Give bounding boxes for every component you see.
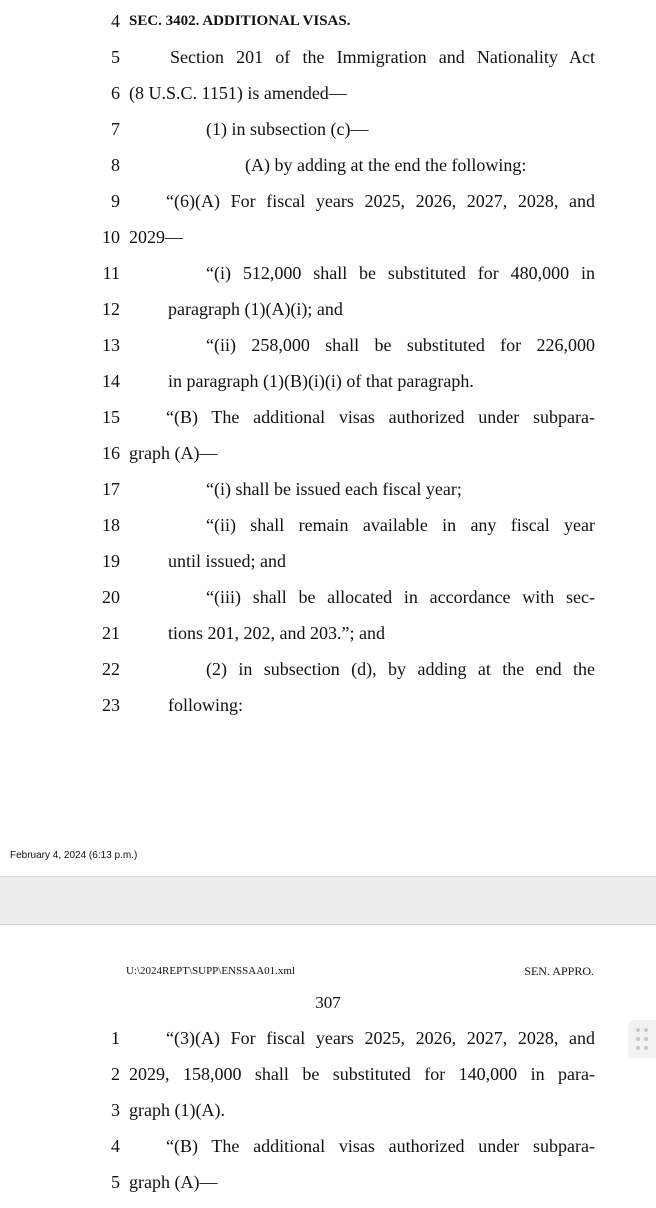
document-line: [0, 1172, 656, 1208]
line-number: 21: [102, 623, 120, 643]
document-line: [0, 1028, 656, 1064]
document-line: [0, 335, 656, 371]
grip-dot-icon: [636, 1046, 640, 1050]
grip-dot-icon: [644, 1037, 648, 1041]
scroll-handle[interactable]: [628, 1020, 656, 1058]
line-text: tions 201, 202, and 203.”; and: [168, 623, 385, 643]
document-line: [0, 119, 656, 155]
line-text: in paragraph (1)(B)(i)(i) of that paragraph.: [168, 371, 474, 391]
line-text: graph (1)(A).: [129, 1100, 225, 1120]
line-text: “(6)(A) For fiscal years 2025, 2026, 2027, 2028, and: [166, 191, 595, 211]
grip-dot-icon: [644, 1028, 648, 1032]
line-number: 3: [111, 1100, 120, 1120]
grip-dot-icon: [636, 1037, 640, 1041]
line-text: “(i) shall be issued each fiscal year;: [206, 479, 462, 499]
line-text: graph (A)—: [129, 443, 218, 463]
document-line: [0, 11, 656, 47]
line-number: 19: [102, 551, 120, 571]
line-text: 2029, 158,000 shall be substituted for 140,000 in para-: [129, 1064, 595, 1084]
line-number: 12: [102, 299, 120, 319]
line-number: 18: [102, 515, 120, 535]
document-line: [0, 191, 656, 227]
line-text: (1) in subsection (c)—: [206, 119, 369, 139]
line-text: (A) by adding at the end the following:: [245, 155, 527, 175]
line-text: “(B) The additional visas authorized under subpara-: [166, 1136, 595, 1156]
document-line: [0, 659, 656, 695]
document-line: [0, 695, 656, 731]
document-line: [0, 623, 656, 659]
line-number: 22: [102, 659, 120, 679]
line-text: “(ii) 258,000 shall be substituted for 226,000: [206, 335, 595, 355]
document-line: [0, 1064, 656, 1100]
document-line: [0, 371, 656, 407]
line-number: 14: [102, 371, 120, 391]
line-text: paragraph (1)(A)(i); and: [168, 299, 343, 319]
line-text: “(ii) shall remain available in any fiscal year: [206, 515, 595, 535]
line-text: 2029—: [129, 227, 183, 247]
line-text: Section 201 of the Immigration and Nationality Act: [170, 47, 595, 67]
document-line: [0, 83, 656, 119]
line-number: 13: [102, 335, 120, 355]
page-separator: [0, 876, 656, 925]
line-number: 8: [111, 155, 120, 175]
document-line: [0, 227, 656, 263]
line-text: (8 U.S.C. 1151) is amended—: [129, 83, 347, 103]
document-line: [0, 1100, 656, 1136]
line-number: 4: [111, 1136, 120, 1156]
line-number: 4: [111, 11, 120, 31]
line-text: until issued; and: [168, 551, 286, 571]
line-number: 17: [102, 479, 120, 499]
line-text: “(B) The additional visas authorized under subpara-: [166, 407, 595, 427]
section-heading: SEC. 3402. ADDITIONAL VISAS.: [129, 13, 351, 29]
line-number: 5: [111, 1172, 120, 1192]
line-number: 11: [102, 263, 120, 283]
line-number: 20: [102, 587, 120, 607]
document-line: [0, 479, 656, 515]
document-line: [0, 263, 656, 299]
document-line: [0, 299, 656, 335]
line-number: 1: [111, 1028, 120, 1048]
document-line: [0, 407, 656, 443]
line-number: 9: [111, 191, 120, 211]
page-footer-timestamp: February 4, 2024 (6:13 p.m.): [10, 850, 138, 861]
line-number: 5: [111, 47, 120, 67]
line-number: 16: [102, 443, 120, 463]
page-header-file-path: U:\2024REPT\SUPP\ENSSAA01.xml: [126, 965, 296, 977]
document-line: [0, 587, 656, 623]
grip-dot-icon: [644, 1046, 648, 1050]
line-text: “(3)(A) For fiscal years 2025, 2026, 2027, 2028, and: [166, 1028, 595, 1048]
line-number: 15: [102, 407, 120, 427]
line-text: graph (A)—: [129, 1172, 218, 1192]
line-number: 7: [111, 119, 120, 139]
line-number: 2: [111, 1064, 120, 1084]
line-text: “(iii) shall be allocated in accordance with sec-: [206, 587, 595, 607]
document-line: [0, 443, 656, 479]
document-line: [0, 1136, 656, 1172]
line-number: 23: [102, 695, 120, 715]
line-text: (2) in subsection (d), by adding at the end the: [206, 659, 595, 679]
line-text: “(i) 512,000 shall be substituted for 480,000 in: [206, 263, 595, 283]
document-line: [0, 155, 656, 191]
line-number: 10: [102, 227, 120, 247]
document-line: [0, 515, 656, 551]
document-line: [0, 551, 656, 587]
page-header-committee: SEN. APPRO.: [524, 964, 594, 978]
grip-dot-icon: [636, 1028, 640, 1032]
document-line: [0, 47, 656, 83]
line-text: following:: [168, 695, 243, 715]
line-number: 6: [111, 83, 120, 103]
page-number: 307: [315, 993, 341, 1012]
